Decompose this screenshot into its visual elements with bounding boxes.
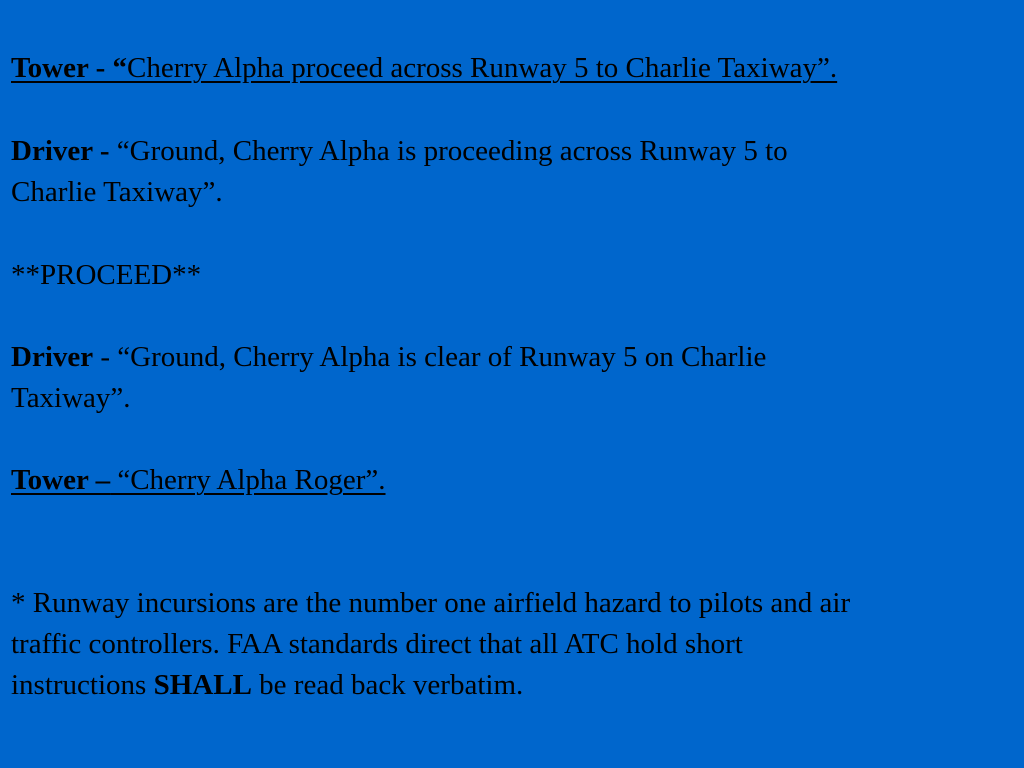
shall-emphasis: SHALL: [153, 669, 252, 701]
tower-ack-text: “Cherry Alpha Roger”.: [110, 464, 386, 496]
note-line-3: [11, 665, 523, 705]
driver-clear-text-1: - “Ground, Cherry Alpha is clear of Runway 5 on Charlie: [93, 341, 767, 373]
tower-speaker-label: Tower –: [11, 464, 111, 496]
driver-readback-line-2: Charlie Taxiway”.: [11, 176, 223, 208]
driver-clear-line-1: [11, 337, 766, 377]
note-line-3-end: be read back verbatim.: [251, 669, 524, 701]
driver-clear-line-2: Taxiway”.: [11, 382, 131, 414]
tower-request-text: Cherry Alpha proceed across Runway 5 to Charlie Taxiway”.: [127, 52, 838, 84]
note-line-2: traffic controllers. FAA standards direct that all ATC hold short: [11, 628, 743, 660]
driver-readback-text-1: “Ground, Cherry Alpha is proceeding across Runway 5 to: [109, 135, 788, 167]
note-line-3-start: instructions: [11, 669, 154, 701]
driver-speaker-label: Driver: [11, 341, 94, 373]
tower-speaker-label: Tower - “: [11, 52, 127, 84]
driver-speaker-label: Driver -: [11, 135, 110, 167]
proceed-marker: **PROCEED**: [11, 259, 202, 291]
note-line-1: * Runway incursions are the number one airfield hazard to pilots and air: [11, 587, 851, 619]
tower-request-line: [11, 48, 837, 88]
tower-ack-line: [11, 460, 386, 500]
driver-readback-line-1: [11, 131, 788, 171]
